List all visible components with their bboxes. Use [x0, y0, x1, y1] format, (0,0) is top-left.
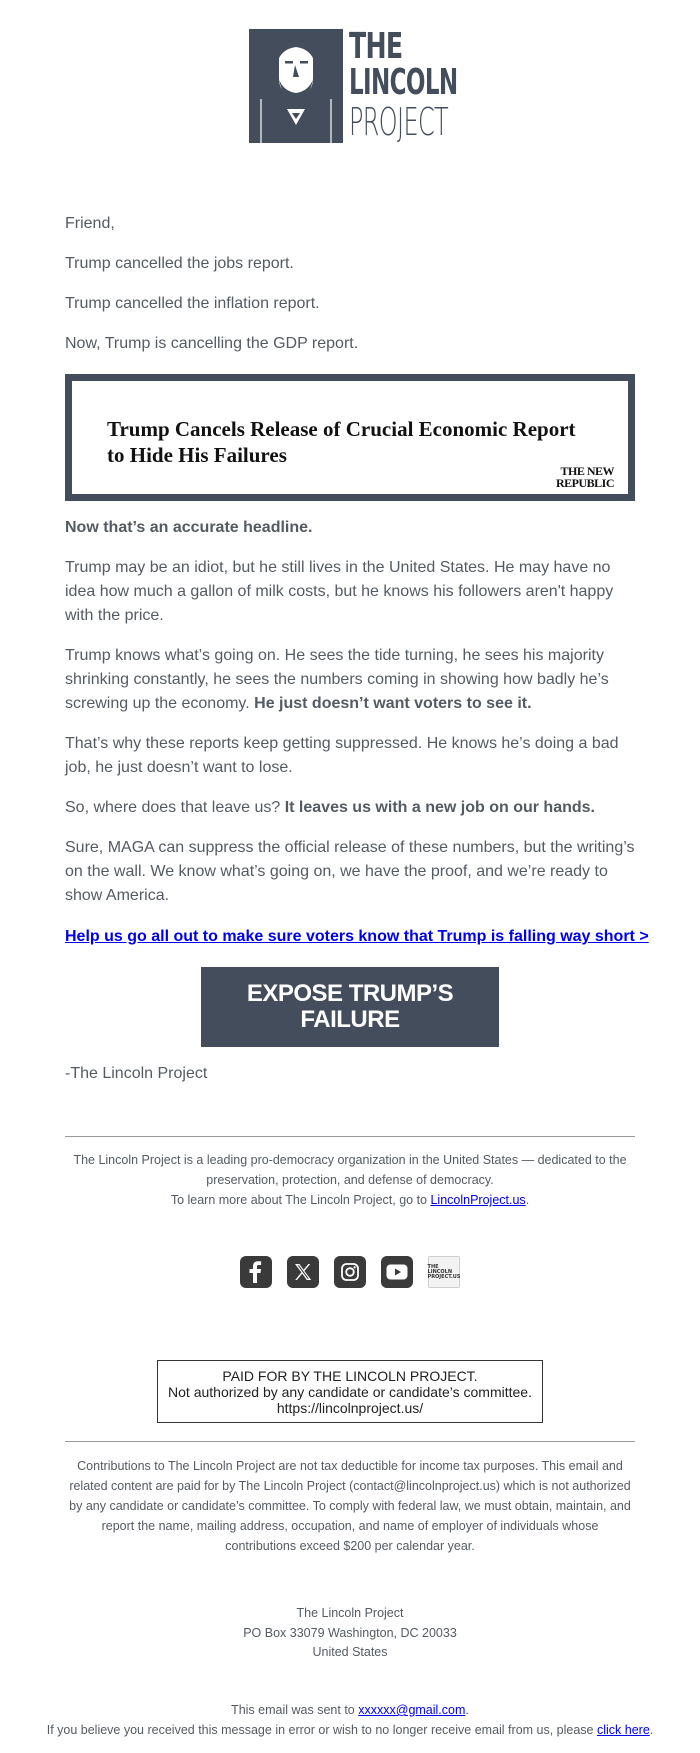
lincoln-project-logo[interactable]	[249, 26, 458, 145]
lincolnproject-link[interactable]: LincolnProject.us	[430, 1193, 526, 1207]
expose-failure-button[interactable]: EXPOSE TRUMP’S FAILURE	[201, 967, 499, 1047]
social-links	[240, 1256, 462, 1290]
instagram-icon[interactable]	[334, 1256, 366, 1288]
mailing-address: The Lincoln Project PO Box 33079 Washington, DC 20033 United States	[243, 1606, 457, 1659]
recipient-email-link[interactable]: xxxxxx@gmail.com	[358, 1703, 466, 1717]
paid-for-disclaimer-box: PAID FOR BY THE LINCOLN PROJECT. Not authorized by any candidate or candidate’s committee. https://lincolnproject.us/	[157, 1360, 543, 1423]
body-paragraph: So, where does that leave us? It leaves us with a new job on our hands.	[65, 799, 595, 816]
body-paragraph: Trump may be an idiot, but he still lives in the United States. He may have no idea how much a gallon of milk costs, but he knows his followers aren't happy with the price.	[65, 559, 614, 624]
sent-to-notice: This email was sent to xxxxxx@gmail.com. If you believe you received this message in error or wish to no longer receive email from us, please click here.	[46, 1703, 654, 1737]
headline-image[interactable]	[65, 374, 635, 501]
facebook-icon[interactable]	[240, 1256, 272, 1288]
logo-word-the: THE	[349, 26, 403, 67]
intro-line: Now, Trump is cancelling the GDP report.	[65, 335, 359, 352]
lincoln-portrait-icon	[249, 29, 343, 143]
body-paragraph: Trump knows what’s going on. He sees the tide turning, he sees his majority shrinking constantly, he sees the numbers coming in showing how badly he’s screwing up the economy. He just doesn’t want voters to see it.	[65, 647, 609, 712]
unsubscribe-link[interactable]: click here	[597, 1722, 650, 1737]
greeting: Friend,	[65, 215, 115, 232]
x-icon[interactable]	[287, 1256, 319, 1288]
accurate-headline: Now that’s an accurate headline.	[65, 519, 313, 536]
divider	[65, 1136, 635, 1137]
signoff: -The Lincoln Project	[65, 1065, 208, 1082]
intro-line: Trump cancelled the inflation report.	[65, 295, 320, 312]
logo-word-lincoln: LINCOLN	[349, 62, 458, 103]
logo-wordmark	[349, 26, 458, 145]
legal-disclaimer: Contributions to The Lincoln Project are not tax deductible for income tax purposes. This email and related content are paid for by The Lincoln Project (contact@lincolnproject.us) which is not authorized by any candidate or candidate’s committee. To comply with federal law, we must obtain, maintain, and report the name, mailing address, occupation, and name of employer of individuals whose contributions exceed $200 per calendar year.	[69, 1459, 631, 1553]
footer-about: The Lincoln Project is a leading pro-democracy organization in the United States — dedicated to the preservation, protection, and defense of democracy. To learn more about The Lincoln Project, go to LincolnProject.us.	[73, 1153, 627, 1207]
youtube-icon[interactable]	[381, 1256, 413, 1288]
headline-title: Trump Cancels Release of Crucial Economic Report to Hide His Failures	[107, 417, 576, 467]
headline-source-logo: THE NEW REPUBLIC	[555, 464, 614, 490]
body-paragraph: That’s why these reports keep getting suppressed. He knows he’s doing a bad job, he just doesn’t want to lose.	[65, 735, 619, 776]
lincoln-project-icon[interactable]: THE LINCOLN PROJECT.US	[428, 1256, 460, 1288]
intro-line: Trump cancelled the jobs report.	[65, 255, 294, 272]
logo-word-project: PROJECT	[349, 100, 449, 144]
body-paragraph: Sure, MAGA can suppress the official release of these numbers, but the writing’s on the wall. We know what’s going on, we have the proof, and we’re ready to show America.	[65, 839, 635, 904]
headline-card-inner	[72, 381, 628, 494]
cta-link[interactable]: Help us go all out to make sure voters know that Trump is falling way short >	[65, 928, 649, 945]
divider	[65, 1441, 635, 1442]
